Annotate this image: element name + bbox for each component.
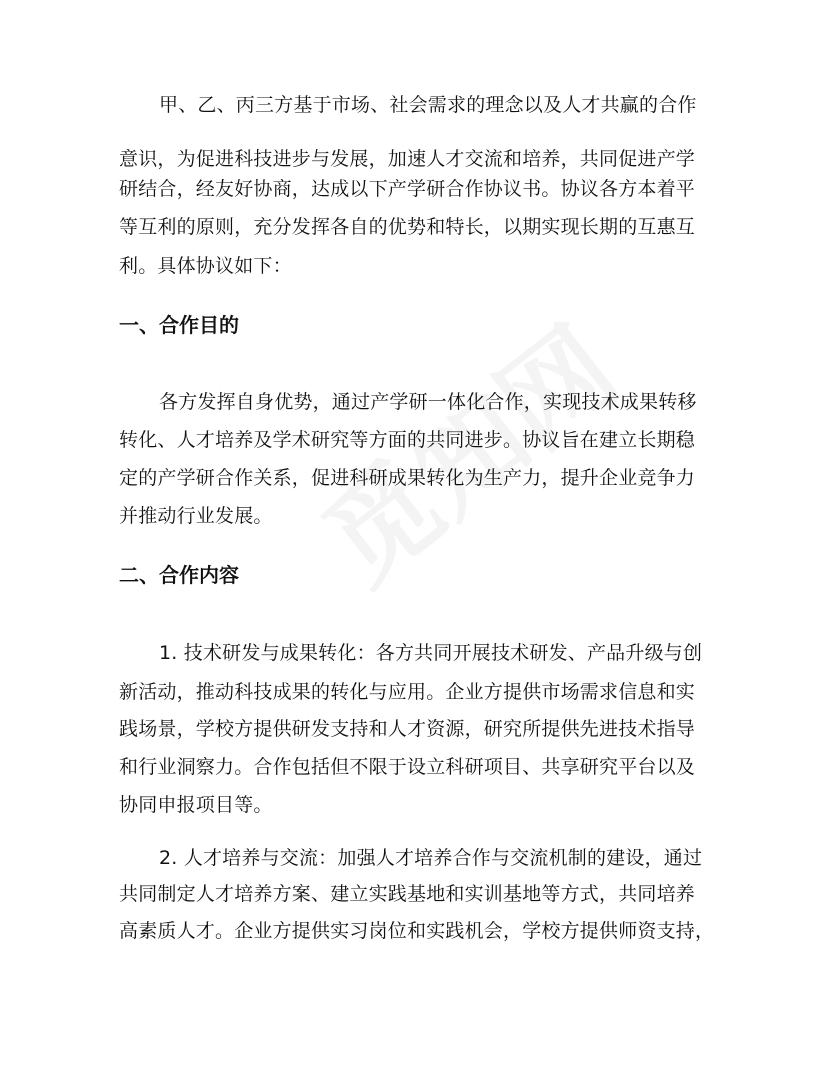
paragraph-line: 定的产学研合作关系，促进科研成果转化为生产力，提升企业竞争力: [119, 467, 696, 489]
list-item-line: 和行业洞察力。合作包括但不限于设立科研项目、共享研究平台以及: [119, 756, 696, 778]
list-item-line: 1. 技术研发与成果转化：各方共同开展技术研发、产品升级与创: [159, 642, 703, 664]
intro-line: 意识，为促进科技进步与发展，加速人才交流和培养，共同促进产学: [119, 148, 696, 170]
list-item-line: 2. 人才培养与交流：加强人才培养合作与交流机制的建设，通过: [159, 847, 703, 869]
list-item-line: 新活动，推动科技成果的转化与应用。企业方提供市场需求信息和实: [119, 681, 696, 703]
section-heading: 一、合作目的: [119, 313, 239, 337]
list-item-line: 高素质人才。企业方提供实习岗位和实践机会，学校方提供师资支持，: [119, 920, 715, 942]
section-heading: 二、合作内容: [119, 563, 239, 587]
list-item-line: 协同申报项目等。: [119, 794, 273, 816]
paragraph-line: 并推动行业发展。: [119, 505, 273, 527]
paragraph-line: 各方发挥自身优势，通过产学研一体化合作，实现技术成果转移: [159, 391, 697, 413]
list-item-line: 共同制定人才培养方案、建立实践基地和实训基地等方式，共同培养: [119, 883, 696, 905]
intro-line: 等互利的原则，充分发挥各自的优势和特长，以期实现长期的互惠互: [119, 216, 696, 238]
list-item-line: 践场景，学校方提供研发支持和人才资源，研究所提供先进技术指导: [119, 718, 696, 740]
intro-line: 利。具体协议如下：: [119, 255, 292, 277]
intro-line: 研结合，经友好协商，达成以下产学研合作协议书。协议各方本着平: [119, 178, 696, 200]
paragraph-line: 转化、人才培养及学术研究等方面的共同进步。协议旨在建立长期稳: [119, 429, 696, 451]
intro-line: 甲、乙、丙三方基于市场、社会需求的理念以及人才共赢的合作: [159, 94, 697, 116]
